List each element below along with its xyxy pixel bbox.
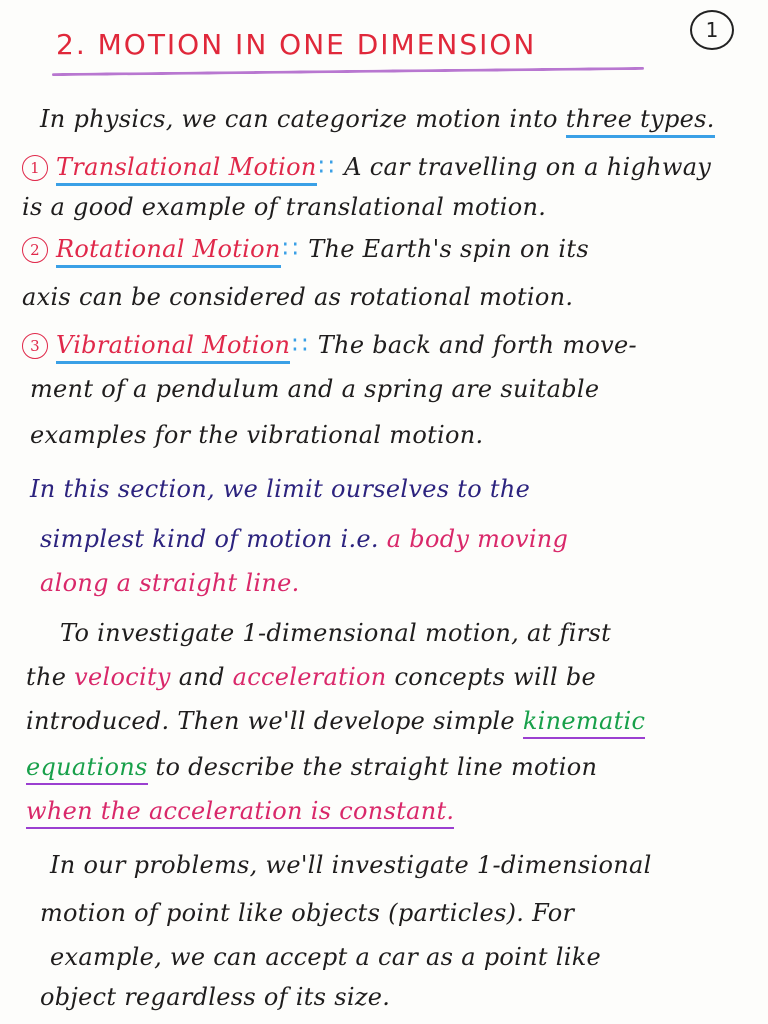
- investigate-line-2-b: and: [178, 663, 225, 691]
- intro-text: In physics, we can categorize motion into: [40, 105, 558, 133]
- investigate-line-5: [26, 796, 454, 826]
- problems-line-4: object regardless of its size.: [40, 983, 391, 1011]
- intro-three-types: three types.: [566, 105, 715, 138]
- type-3-name: Vibrational Motion: [56, 331, 290, 364]
- investigate-line-5-acceleration: acceleration: [148, 797, 303, 825]
- problems-line-1: In our problems, we'll investigate 1-dimensional: [50, 851, 652, 879]
- type-3-line: [22, 330, 637, 360]
- type-2-desc-2: axis can be considered as rotational motion.: [22, 283, 574, 311]
- problems-line-2: motion of point like objects (particles). For: [40, 899, 575, 927]
- investigate-line-2-a: the: [26, 663, 67, 691]
- type-1-colon-icon: ∷: [318, 153, 335, 181]
- investigate-line-5-b: is constant.: [310, 797, 455, 825]
- investigate-line-5-group: [26, 797, 454, 829]
- investigate-line-5-a: when the: [26, 797, 141, 825]
- investigate-line-2: [26, 662, 596, 692]
- type-1-name: Translational Motion: [56, 153, 317, 186]
- type-3-number: 3: [22, 333, 48, 359]
- investigate-velocity: velocity: [74, 663, 171, 691]
- type-1-number: 1: [22, 155, 48, 181]
- investigate-line-3: [26, 706, 645, 736]
- type-1-desc-1: A car travelling on a highway: [344, 153, 712, 181]
- intro-line: [40, 104, 715, 134]
- investigate-equations: equations: [26, 753, 148, 785]
- section-line-2-navy: simplest kind of motion i.e.: [40, 525, 379, 553]
- section-line-1: In this section, we limit ourselves to the: [30, 475, 531, 503]
- section-line-2: [40, 524, 568, 554]
- type-2-colon-icon: ∷: [282, 235, 299, 263]
- type-2-desc-1: The Earth's spin on its: [308, 235, 589, 263]
- type-1-line: [22, 152, 711, 182]
- type-2-name: Rotational Motion: [56, 235, 281, 268]
- type-3-colon-icon: ∷: [292, 331, 308, 359]
- type-2-number: 2: [22, 237, 48, 263]
- investigate-acceleration: acceleration: [232, 663, 387, 691]
- type-1-desc-2: is a good example of translational motion.: [22, 193, 547, 221]
- title-underline: [52, 67, 644, 76]
- investigate-line-1: To investigate 1-dimensional motion, at first: [60, 619, 612, 647]
- problems-line-3: example, we can accept a car as a point like: [50, 943, 602, 971]
- page-number: 1: [690, 10, 734, 50]
- type-2-line: [22, 234, 589, 264]
- type-3-desc-1: The back and forth move-: [317, 331, 637, 359]
- investigate-line-2-c: concepts will be: [394, 663, 597, 691]
- investigate-line-4-b: to describe the straight line motion: [155, 753, 598, 781]
- investigate-line-3-a: introduced. Then we'll develope simple: [26, 707, 515, 735]
- investigate-kinematic: kinematic: [523, 707, 645, 739]
- type-3-desc-2: ment of a pendulum and a spring are suitable: [30, 375, 600, 403]
- type-3-desc-3: examples for the vibrational motion.: [30, 421, 484, 449]
- page-title: 2. MOTION IN ONE DIMENSION: [56, 28, 537, 61]
- section-line-2-pink: a body moving: [386, 525, 569, 553]
- investigate-line-4: [26, 752, 597, 782]
- section-line-3: along a straight line.: [40, 569, 300, 597]
